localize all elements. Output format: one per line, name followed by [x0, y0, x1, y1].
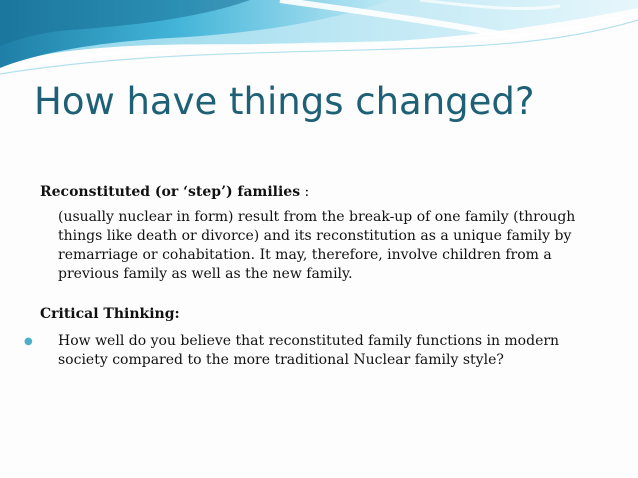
section-heading-colon: : [300, 184, 310, 200]
section-heading-line [40, 182, 600, 202]
circle-bullet-icon: ● [24, 336, 33, 347]
section-heading: Reconstituted (or ‘step’) families [40, 184, 301, 200]
header-wave-decoration [0, 0, 638, 80]
slide-title: How have things changed? [34, 80, 535, 123]
critical-thinking-heading: Critical Thinking: [40, 306, 180, 322]
definition-paragraph: (usually nuclear in form) result from the break-up of one family (through things like death or divorce) and its reconstitution as a unique family by remarriage or cohabitation. It may, therefore, involve children from a previous family as well as the new family. [58, 209, 576, 282]
slide-body [24, 182, 600, 370]
bullet-text: How well do you believe that reconstituted family functions in modern society compared to the more traditional Nuclear family style? [58, 333, 560, 368]
list-item [0, 332, 600, 370]
